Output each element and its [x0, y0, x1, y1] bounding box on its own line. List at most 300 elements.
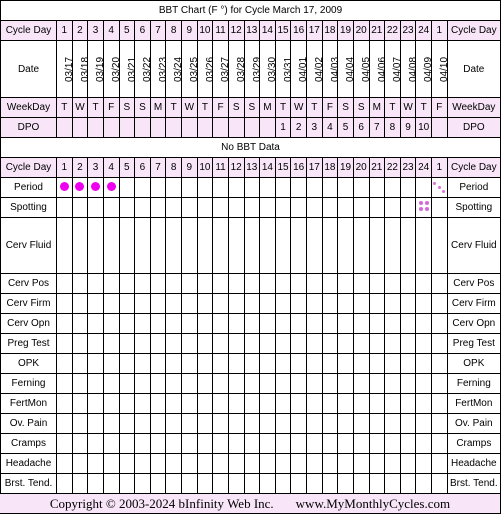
spotting-row-cell[interactable]: [260, 198, 276, 218]
brst-tend-row-cell[interactable]: [103, 474, 119, 494]
cerv-fluid-row-cell[interactable]: [57, 218, 73, 274]
cerv-opn-row-cell[interactable]: [322, 314, 338, 334]
cerv-firm-row-cell[interactable]: [291, 294, 307, 314]
brst-tend-row-cell[interactable]: [432, 474, 448, 494]
preg-test-row-cell[interactable]: [307, 334, 323, 354]
cerv-fluid-row-cell[interactable]: [166, 218, 182, 274]
ov-pain-row-cell[interactable]: [385, 414, 401, 434]
ferning-row-cell[interactable]: [244, 374, 260, 394]
cramps-row-cell[interactable]: [400, 434, 416, 454]
headache-row-cell[interactable]: [353, 454, 369, 474]
brst-tend-row-cell[interactable]: [182, 474, 198, 494]
cramps-row-cell[interactable]: [338, 434, 354, 454]
spotting-row-cell[interactable]: [166, 198, 182, 218]
spotting-row-cell[interactable]: [369, 198, 385, 218]
fertmon-row-cell[interactable]: [291, 394, 307, 414]
cerv-pos-row-cell[interactable]: [244, 274, 260, 294]
opk-row-cell[interactable]: [150, 354, 166, 374]
headache-row-cell[interactable]: [88, 454, 104, 474]
brst-tend-row-cell[interactable]: [72, 474, 88, 494]
ferning-row-cell[interactable]: [166, 374, 182, 394]
spotting-row-cell[interactable]: [275, 198, 291, 218]
cerv-firm-row-cell[interactable]: [244, 294, 260, 314]
period-row-cell[interactable]: [385, 178, 401, 198]
period-row-cell[interactable]: [88, 178, 104, 198]
headache-row-cell[interactable]: [119, 454, 135, 474]
headache-row-cell[interactable]: [228, 454, 244, 474]
spotting-row-cell[interactable]: [150, 198, 166, 218]
ferning-row-cell[interactable]: [103, 374, 119, 394]
cerv-opn-row-cell[interactable]: [416, 314, 432, 334]
cerv-pos-row-cell[interactable]: [135, 274, 151, 294]
preg-test-row-cell[interactable]: [57, 334, 73, 354]
fertmon-row-cell[interactable]: [322, 394, 338, 414]
cerv-firm-row-cell[interactable]: [432, 294, 448, 314]
ov-pain-row-cell[interactable]: [416, 414, 432, 434]
cerv-firm-row-cell[interactable]: [72, 294, 88, 314]
ov-pain-row-cell[interactable]: [135, 414, 151, 434]
opk-row-cell[interactable]: [307, 354, 323, 374]
cerv-opn-row-cell[interactable]: [307, 314, 323, 334]
spotting-row-cell[interactable]: [119, 198, 135, 218]
spotting-row-cell[interactable]: [182, 198, 198, 218]
cramps-row-cell[interactable]: [432, 434, 448, 454]
fertmon-row-cell[interactable]: [197, 394, 213, 414]
ov-pain-row-cell[interactable]: [57, 414, 73, 434]
cerv-opn-row-cell[interactable]: [338, 314, 354, 334]
ov-pain-row-cell[interactable]: [182, 414, 198, 434]
headache-row-cell[interactable]: [197, 454, 213, 474]
brst-tend-row-cell[interactable]: [353, 474, 369, 494]
preg-test-row-cell[interactable]: [416, 334, 432, 354]
headache-row-cell[interactable]: [135, 454, 151, 474]
brst-tend-row-cell[interactable]: [338, 474, 354, 494]
headache-row-cell[interactable]: [385, 454, 401, 474]
period-row-cell[interactable]: [400, 178, 416, 198]
cerv-opn-row-cell[interactable]: [197, 314, 213, 334]
preg-test-row-cell[interactable]: [72, 334, 88, 354]
cramps-row-cell[interactable]: [244, 434, 260, 454]
cramps-row-cell[interactable]: [135, 434, 151, 454]
ferning-row-cell[interactable]: [88, 374, 104, 394]
cerv-pos-row-cell[interactable]: [322, 274, 338, 294]
headache-row-cell[interactable]: [432, 454, 448, 474]
period-row-cell[interactable]: [103, 178, 119, 198]
ferning-row-cell[interactable]: [72, 374, 88, 394]
cerv-firm-row-cell[interactable]: [400, 294, 416, 314]
opk-row-cell[interactable]: [322, 354, 338, 374]
headache-row-cell[interactable]: [150, 454, 166, 474]
spotting-row-cell[interactable]: [88, 198, 104, 218]
cerv-firm-row-cell[interactable]: [307, 294, 323, 314]
period-row-cell[interactable]: [182, 178, 198, 198]
cerv-opn-row-cell[interactable]: [119, 314, 135, 334]
cerv-firm-row-cell[interactable]: [88, 294, 104, 314]
preg-test-row-cell[interactable]: [103, 334, 119, 354]
period-row-cell[interactable]: [353, 178, 369, 198]
cerv-opn-row-cell[interactable]: [260, 314, 276, 334]
spotting-row-cell[interactable]: [432, 198, 448, 218]
fertmon-row-cell[interactable]: [103, 394, 119, 414]
cramps-row-cell[interactable]: [369, 434, 385, 454]
cerv-opn-row-cell[interactable]: [213, 314, 229, 334]
opk-row-cell[interactable]: [432, 354, 448, 374]
preg-test-row-cell[interactable]: [166, 334, 182, 354]
cerv-firm-row-cell[interactable]: [338, 294, 354, 314]
cerv-pos-row-cell[interactable]: [416, 274, 432, 294]
cerv-fluid-row-cell[interactable]: [275, 218, 291, 274]
period-row-cell[interactable]: [197, 178, 213, 198]
headache-row-cell[interactable]: [369, 454, 385, 474]
cerv-pos-row-cell[interactable]: [197, 274, 213, 294]
cerv-pos-row-cell[interactable]: [307, 274, 323, 294]
opk-row-cell[interactable]: [385, 354, 401, 374]
ferning-row-cell[interactable]: [322, 374, 338, 394]
cerv-pos-row-cell[interactable]: [275, 274, 291, 294]
period-row-cell[interactable]: [322, 178, 338, 198]
cerv-opn-row-cell[interactable]: [291, 314, 307, 334]
preg-test-row-cell[interactable]: [322, 334, 338, 354]
period-row-cell[interactable]: [213, 178, 229, 198]
brst-tend-row-cell[interactable]: [244, 474, 260, 494]
cerv-pos-row-cell[interactable]: [119, 274, 135, 294]
fertmon-row-cell[interactable]: [338, 394, 354, 414]
opk-row-cell[interactable]: [369, 354, 385, 374]
cerv-firm-row-cell[interactable]: [353, 294, 369, 314]
cerv-fluid-row-cell[interactable]: [260, 218, 276, 274]
cerv-firm-row-cell[interactable]: [228, 294, 244, 314]
cramps-row-cell[interactable]: [182, 434, 198, 454]
cerv-pos-row-cell[interactable]: [150, 274, 166, 294]
cerv-firm-row-cell[interactable]: [416, 294, 432, 314]
ferning-row-cell[interactable]: [369, 374, 385, 394]
opk-row-cell[interactable]: [72, 354, 88, 374]
cerv-firm-row-cell[interactable]: [166, 294, 182, 314]
brst-tend-row-cell[interactable]: [416, 474, 432, 494]
cerv-fluid-row-cell[interactable]: [119, 218, 135, 274]
fertmon-row-cell[interactable]: [307, 394, 323, 414]
cerv-firm-row-cell[interactable]: [322, 294, 338, 314]
ov-pain-row-cell[interactable]: [338, 414, 354, 434]
fertmon-row-cell[interactable]: [385, 394, 401, 414]
ferning-row-cell[interactable]: [197, 374, 213, 394]
cramps-row-cell[interactable]: [307, 434, 323, 454]
cramps-row-cell[interactable]: [353, 434, 369, 454]
preg-test-row-cell[interactable]: [338, 334, 354, 354]
cerv-fluid-row-cell[interactable]: [213, 218, 229, 274]
cerv-opn-row-cell[interactable]: [103, 314, 119, 334]
headache-row-cell[interactable]: [213, 454, 229, 474]
headache-row-cell[interactable]: [275, 454, 291, 474]
headache-row-cell[interactable]: [416, 454, 432, 474]
ov-pain-row-cell[interactable]: [197, 414, 213, 434]
fertmon-row-cell[interactable]: [135, 394, 151, 414]
ov-pain-row-cell[interactable]: [150, 414, 166, 434]
ferning-row-cell[interactable]: [353, 374, 369, 394]
cerv-opn-row-cell[interactable]: [182, 314, 198, 334]
cerv-firm-row-cell[interactable]: [369, 294, 385, 314]
brst-tend-row-cell[interactable]: [369, 474, 385, 494]
cerv-firm-row-cell[interactable]: [150, 294, 166, 314]
ferning-row-cell[interactable]: [213, 374, 229, 394]
fertmon-row-cell[interactable]: [228, 394, 244, 414]
ferning-row-cell[interactable]: [57, 374, 73, 394]
cerv-fluid-row-cell[interactable]: [338, 218, 354, 274]
ov-pain-row-cell[interactable]: [244, 414, 260, 434]
fertmon-row-cell[interactable]: [369, 394, 385, 414]
opk-row-cell[interactable]: [244, 354, 260, 374]
brst-tend-row-cell[interactable]: [228, 474, 244, 494]
ferning-row-cell[interactable]: [338, 374, 354, 394]
cerv-pos-row-cell[interactable]: [400, 274, 416, 294]
cramps-row-cell[interactable]: [166, 434, 182, 454]
headache-row-cell[interactable]: [291, 454, 307, 474]
ov-pain-row-cell[interactable]: [213, 414, 229, 434]
ov-pain-row-cell[interactable]: [228, 414, 244, 434]
cramps-row-cell[interactable]: [275, 434, 291, 454]
fertmon-row-cell[interactable]: [432, 394, 448, 414]
headache-row-cell[interactable]: [260, 454, 276, 474]
cerv-pos-row-cell[interactable]: [103, 274, 119, 294]
headache-row-cell[interactable]: [72, 454, 88, 474]
preg-test-row-cell[interactable]: [385, 334, 401, 354]
cerv-firm-row-cell[interactable]: [385, 294, 401, 314]
preg-test-row-cell[interactable]: [432, 334, 448, 354]
ferning-row-cell[interactable]: [260, 374, 276, 394]
preg-test-row-cell[interactable]: [119, 334, 135, 354]
cramps-row-cell[interactable]: [57, 434, 73, 454]
ov-pain-row-cell[interactable]: [72, 414, 88, 434]
cerv-opn-row-cell[interactable]: [166, 314, 182, 334]
cramps-row-cell[interactable]: [416, 434, 432, 454]
fertmon-row-cell[interactable]: [213, 394, 229, 414]
cerv-opn-row-cell[interactable]: [353, 314, 369, 334]
cerv-firm-row-cell[interactable]: [119, 294, 135, 314]
ferning-row-cell[interactable]: [400, 374, 416, 394]
ov-pain-row-cell[interactable]: [307, 414, 323, 434]
period-row-cell[interactable]: [166, 178, 182, 198]
opk-row-cell[interactable]: [353, 354, 369, 374]
brst-tend-row-cell[interactable]: [322, 474, 338, 494]
preg-test-row-cell[interactable]: [291, 334, 307, 354]
spotting-row-cell[interactable]: [103, 198, 119, 218]
cerv-opn-row-cell[interactable]: [135, 314, 151, 334]
headache-row-cell[interactable]: [57, 454, 73, 474]
brst-tend-row-cell[interactable]: [400, 474, 416, 494]
ferning-row-cell[interactable]: [135, 374, 151, 394]
cramps-row-cell[interactable]: [150, 434, 166, 454]
preg-test-row-cell[interactable]: [400, 334, 416, 354]
cramps-row-cell[interactable]: [385, 434, 401, 454]
period-row-cell[interactable]: [119, 178, 135, 198]
cerv-fluid-row-cell[interactable]: [291, 218, 307, 274]
opk-row-cell[interactable]: [182, 354, 198, 374]
spotting-row-cell[interactable]: [416, 198, 432, 218]
brst-tend-row-cell[interactable]: [385, 474, 401, 494]
cerv-opn-row-cell[interactable]: [400, 314, 416, 334]
cerv-pos-row-cell[interactable]: [432, 274, 448, 294]
spotting-row-cell[interactable]: [353, 198, 369, 218]
period-row-cell[interactable]: [135, 178, 151, 198]
opk-row-cell[interactable]: [338, 354, 354, 374]
cerv-fluid-row-cell[interactable]: [322, 218, 338, 274]
preg-test-row-cell[interactable]: [88, 334, 104, 354]
brst-tend-row-cell[interactable]: [166, 474, 182, 494]
cerv-fluid-row-cell[interactable]: [182, 218, 198, 274]
ferning-row-cell[interactable]: [228, 374, 244, 394]
opk-row-cell[interactable]: [197, 354, 213, 374]
cerv-opn-row-cell[interactable]: [57, 314, 73, 334]
ov-pain-row-cell[interactable]: [432, 414, 448, 434]
period-row-cell[interactable]: [432, 178, 448, 198]
preg-test-row-cell[interactable]: [213, 334, 229, 354]
cerv-fluid-row-cell[interactable]: [72, 218, 88, 274]
cerv-pos-row-cell[interactable]: [228, 274, 244, 294]
cerv-pos-row-cell[interactable]: [57, 274, 73, 294]
ferning-row-cell[interactable]: [182, 374, 198, 394]
cerv-fluid-row-cell[interactable]: [369, 218, 385, 274]
brst-tend-row-cell[interactable]: [307, 474, 323, 494]
period-row-cell[interactable]: [57, 178, 73, 198]
fertmon-row-cell[interactable]: [119, 394, 135, 414]
ferning-row-cell[interactable]: [275, 374, 291, 394]
cerv-pos-row-cell[interactable]: [182, 274, 198, 294]
ov-pain-row-cell[interactable]: [369, 414, 385, 434]
headache-row-cell[interactable]: [166, 454, 182, 474]
headache-row-cell[interactable]: [244, 454, 260, 474]
cerv-pos-row-cell[interactable]: [369, 274, 385, 294]
cramps-row-cell[interactable]: [228, 434, 244, 454]
period-row-cell[interactable]: [275, 178, 291, 198]
fertmon-row-cell[interactable]: [88, 394, 104, 414]
fertmon-row-cell[interactable]: [166, 394, 182, 414]
ov-pain-row-cell[interactable]: [275, 414, 291, 434]
spotting-row-cell[interactable]: [228, 198, 244, 218]
cerv-fluid-row-cell[interactable]: [150, 218, 166, 274]
cerv-pos-row-cell[interactable]: [260, 274, 276, 294]
cerv-firm-row-cell[interactable]: [103, 294, 119, 314]
headache-row-cell[interactable]: [400, 454, 416, 474]
brst-tend-row-cell[interactable]: [119, 474, 135, 494]
opk-row-cell[interactable]: [291, 354, 307, 374]
cramps-row-cell[interactable]: [72, 434, 88, 454]
ferning-row-cell[interactable]: [385, 374, 401, 394]
fertmon-row-cell[interactable]: [182, 394, 198, 414]
headache-row-cell[interactable]: [322, 454, 338, 474]
opk-row-cell[interactable]: [400, 354, 416, 374]
ov-pain-row-cell[interactable]: [400, 414, 416, 434]
fertmon-row-cell[interactable]: [244, 394, 260, 414]
cerv-fluid-row-cell[interactable]: [135, 218, 151, 274]
fertmon-row-cell[interactable]: [416, 394, 432, 414]
spotting-row-cell[interactable]: [244, 198, 260, 218]
cerv-fluid-row-cell[interactable]: [385, 218, 401, 274]
cerv-opn-row-cell[interactable]: [369, 314, 385, 334]
cerv-pos-row-cell[interactable]: [291, 274, 307, 294]
period-row-cell[interactable]: [244, 178, 260, 198]
cramps-row-cell[interactable]: [197, 434, 213, 454]
fertmon-row-cell[interactable]: [275, 394, 291, 414]
headache-row-cell[interactable]: [307, 454, 323, 474]
preg-test-row-cell[interactable]: [197, 334, 213, 354]
cerv-pos-row-cell[interactable]: [353, 274, 369, 294]
opk-row-cell[interactable]: [275, 354, 291, 374]
cerv-pos-row-cell[interactable]: [88, 274, 104, 294]
period-row-cell[interactable]: [150, 178, 166, 198]
cerv-fluid-row-cell[interactable]: [416, 218, 432, 274]
opk-row-cell[interactable]: [135, 354, 151, 374]
spotting-row-cell[interactable]: [57, 198, 73, 218]
spotting-row-cell[interactable]: [385, 198, 401, 218]
cerv-fluid-row-cell[interactable]: [307, 218, 323, 274]
opk-row-cell[interactable]: [88, 354, 104, 374]
brst-tend-row-cell[interactable]: [197, 474, 213, 494]
headache-row-cell[interactable]: [338, 454, 354, 474]
ov-pain-row-cell[interactable]: [119, 414, 135, 434]
cerv-fluid-row-cell[interactable]: [400, 218, 416, 274]
cramps-row-cell[interactable]: [260, 434, 276, 454]
fertmon-row-cell[interactable]: [400, 394, 416, 414]
period-row-cell[interactable]: [72, 178, 88, 198]
opk-row-cell[interactable]: [228, 354, 244, 374]
period-row-cell[interactable]: [260, 178, 276, 198]
brst-tend-row-cell[interactable]: [57, 474, 73, 494]
cerv-fluid-row-cell[interactable]: [244, 218, 260, 274]
preg-test-row-cell[interactable]: [150, 334, 166, 354]
brst-tend-row-cell[interactable]: [291, 474, 307, 494]
opk-row-cell[interactable]: [260, 354, 276, 374]
cerv-fluid-row-cell[interactable]: [353, 218, 369, 274]
spotting-row-cell[interactable]: [135, 198, 151, 218]
spotting-row-cell[interactable]: [338, 198, 354, 218]
cramps-row-cell[interactable]: [291, 434, 307, 454]
preg-test-row-cell[interactable]: [244, 334, 260, 354]
brst-tend-row-cell[interactable]: [213, 474, 229, 494]
cerv-fluid-row-cell[interactable]: [88, 218, 104, 274]
brst-tend-row-cell[interactable]: [135, 474, 151, 494]
cramps-row-cell[interactable]: [213, 434, 229, 454]
fertmon-row-cell[interactable]: [260, 394, 276, 414]
cerv-opn-row-cell[interactable]: [88, 314, 104, 334]
fertmon-row-cell[interactable]: [57, 394, 73, 414]
cerv-opn-row-cell[interactable]: [150, 314, 166, 334]
cerv-opn-row-cell[interactable]: [244, 314, 260, 334]
spotting-row-cell[interactable]: [322, 198, 338, 218]
period-row-cell[interactable]: [307, 178, 323, 198]
cerv-firm-row-cell[interactable]: [213, 294, 229, 314]
cerv-firm-row-cell[interactable]: [275, 294, 291, 314]
opk-row-cell[interactable]: [213, 354, 229, 374]
cerv-pos-row-cell[interactable]: [166, 274, 182, 294]
preg-test-row-cell[interactable]: [275, 334, 291, 354]
spotting-row-cell[interactable]: [197, 198, 213, 218]
cramps-row-cell[interactable]: [119, 434, 135, 454]
cerv-firm-row-cell[interactable]: [260, 294, 276, 314]
cerv-firm-row-cell[interactable]: [57, 294, 73, 314]
preg-test-row-cell[interactable]: [135, 334, 151, 354]
fertmon-row-cell[interactable]: [353, 394, 369, 414]
ferning-row-cell[interactable]: [291, 374, 307, 394]
ov-pain-row-cell[interactable]: [322, 414, 338, 434]
ov-pain-row-cell[interactable]: [103, 414, 119, 434]
opk-row-cell[interactable]: [416, 354, 432, 374]
ov-pain-row-cell[interactable]: [353, 414, 369, 434]
cerv-fluid-row-cell[interactable]: [432, 218, 448, 274]
opk-row-cell[interactable]: [119, 354, 135, 374]
spotting-row-cell[interactable]: [307, 198, 323, 218]
ferning-row-cell[interactable]: [150, 374, 166, 394]
period-row-cell[interactable]: [416, 178, 432, 198]
